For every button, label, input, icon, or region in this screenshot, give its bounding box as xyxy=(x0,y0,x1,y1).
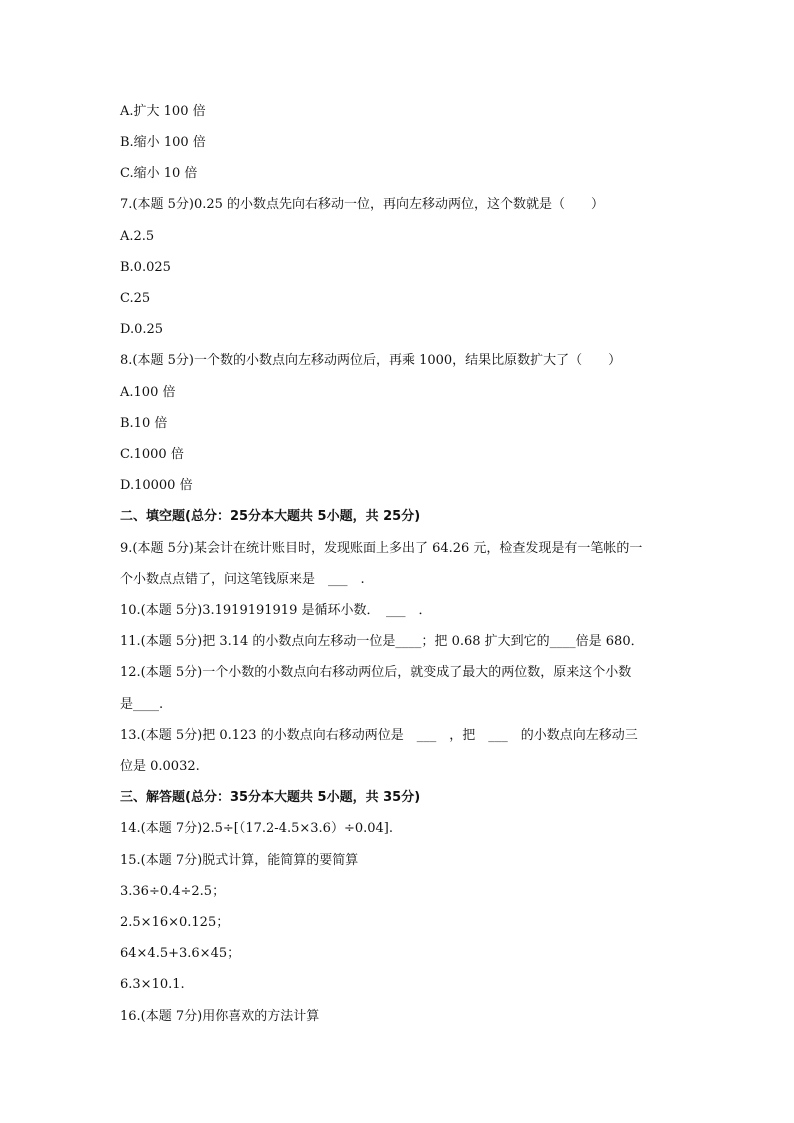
option-c-q6: C.缩小 10 倍 xyxy=(120,166,198,181)
question-15: 15.(本题 7分)脱式计算，能简算的要简算 xyxy=(120,853,359,868)
question-15-expr-4: 6.3×10.1. xyxy=(120,977,185,992)
question-8: 8.(本题 5分)一个数的小数点向左移动两位后，再乘 1000，结果比原数扩大了（ ） xyxy=(120,353,622,368)
question-13-line-1: 13.(本题 5分)把 0.123 的小数点向右移动两位是 ___ ，把 ___ 的小数点向左移动三 xyxy=(120,728,638,743)
option-a-q8: A.100 倍 xyxy=(120,385,176,400)
question-13-line-2: 位是 0.0032. xyxy=(120,759,200,774)
question-9-line-1: 9.(本题 5分)某会计在统计账目时，发现账面上多出了 64.26 元，检查发现是有一笔帐的一 xyxy=(120,541,643,556)
section-fill-blank-heading: 二、填空题(总分：25分本大题共 5小题，共 25分) xyxy=(120,509,421,524)
option-b-q8: B.10 倍 xyxy=(120,416,168,431)
question-10: 10.(本题 5分)3.1919191919 是循环小数． ___ ． xyxy=(120,603,432,618)
question-12-line-2: 是____. xyxy=(120,697,164,712)
question-16: 16.(本题 7分)用你喜欢的方法计算 xyxy=(120,1009,320,1024)
question-7: 7.(本题 5分)0.25 的小数点先向右移动一位，再向左移动两位，这个数就是（ ） xyxy=(120,197,605,212)
option-a-q7: A.2.5 xyxy=(120,229,155,244)
question-9-line-2: 个小数点点错了，问这笔钱原来是 ___ . xyxy=(120,572,365,587)
question-12-line-1: 12.(本题 5分)一个小数的小数点向右移动两位后，就变成了最大的两位数，原来这个小数 xyxy=(120,665,632,680)
option-c-q8: C.1000 倍 xyxy=(120,447,184,462)
question-15-expr-2: 2.5×16×0.125； xyxy=(120,915,230,930)
question-15-expr-3: 64×4.5+3.6×45； xyxy=(120,946,241,961)
option-b-q7: B.0.025 xyxy=(120,260,171,275)
option-b-q6: B.缩小 100 倍 xyxy=(120,135,206,150)
section-solve-heading: 三、解答题(总分：35分本大题共 5小题，共 35分) xyxy=(120,790,421,805)
question-14: 14.(本题 7分)2.5÷[（17.2-4.5×3.6）÷0.04]. xyxy=(120,821,393,836)
option-c-q7: C.25 xyxy=(120,291,151,306)
option-d-q8: D.10000 倍 xyxy=(120,478,193,493)
option-d-q7: D.0.25 xyxy=(120,322,164,337)
option-a-q6: A.扩大 100 倍 xyxy=(120,104,206,119)
question-11: 11.(本题 5分)把 3.14 的小数点向左移动一位是____；把 0.68 扩大到它的____倍是 680． xyxy=(120,634,644,649)
question-15-expr-1: 3.36÷0.4÷2.5； xyxy=(120,884,226,899)
